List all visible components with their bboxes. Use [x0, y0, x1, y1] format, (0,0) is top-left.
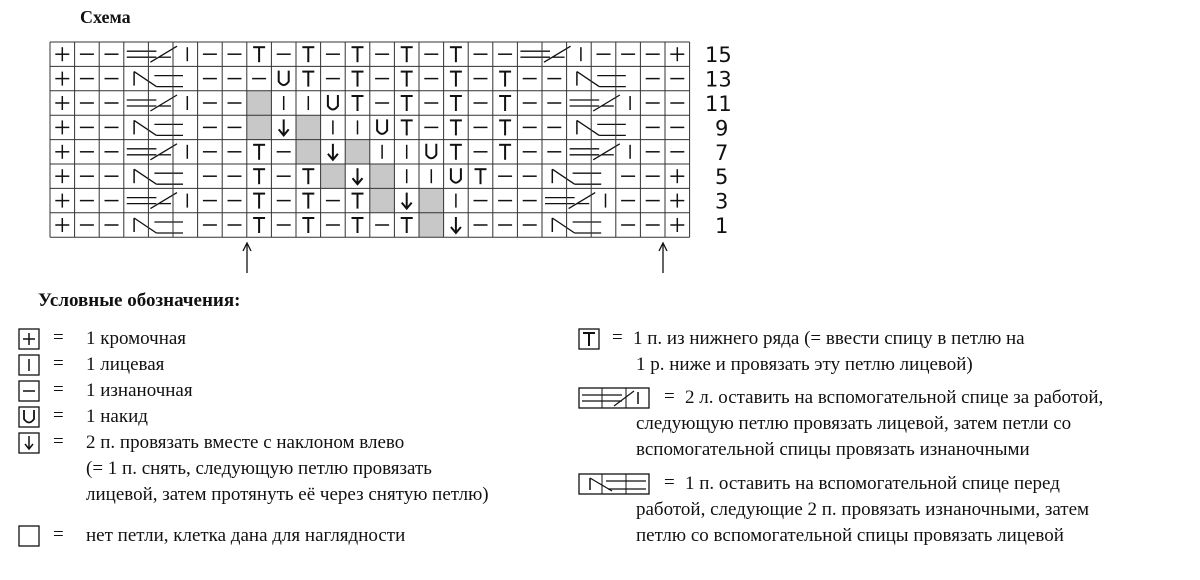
edge-stitch-mark [670, 194, 684, 208]
k2tog-left-mark [451, 217, 461, 233]
stitch-below-mark [499, 72, 511, 87]
edge-stitch-mark [55, 120, 69, 134]
stitch-below-mark [499, 145, 511, 160]
cable-back-mark [570, 100, 600, 106]
stitch-below-mark [302, 47, 314, 62]
yarn-over-mark [279, 71, 289, 86]
legend-text: 2 п. провязать вместе с наклоном влево [86, 432, 405, 453]
stitch-below-mark [352, 72, 364, 87]
legend-text: вспомогательной спицы провязать изнаночными [636, 439, 1030, 460]
stitch-below-mark [450, 96, 462, 111]
cable-front-mark [552, 169, 574, 184]
k2tog-left-mark [353, 168, 363, 184]
edge-stitch-icon [18, 328, 40, 355]
k2tog-left-icon [18, 432, 40, 459]
equals-sign: = [53, 431, 64, 452]
stitch-below-mark [401, 120, 413, 135]
stitch-below-mark [253, 47, 265, 62]
knit-stitch-icon [18, 354, 40, 381]
stitch-below-mark [302, 194, 314, 209]
stitch-below-mark [401, 72, 413, 87]
stitch-below-mark [253, 194, 265, 209]
stitch-below-mark [302, 218, 314, 233]
stitch-below-mark [499, 96, 511, 111]
cable-front-mark [154, 124, 183, 135]
no-stitch-cell [370, 188, 395, 212]
cable-back-mark [127, 100, 157, 106]
legend-text: 1 изнаночная [86, 380, 193, 401]
yarn-over-icon [18, 406, 40, 433]
legend-text: нет петли, клетка дана для наглядности [86, 525, 406, 546]
stitch-below-mark [253, 218, 265, 233]
equals-sign: = [53, 524, 64, 545]
equals-sign: = [53, 353, 64, 374]
cable-back-mark [127, 51, 157, 57]
yarn-over-mark [377, 119, 387, 133]
edge-stitch-mark [55, 218, 69, 232]
row-number: 7 [715, 140, 729, 165]
purl-stitch-icon [18, 380, 40, 407]
cable-front-mark [154, 76, 183, 87]
edge-stitch-mark [55, 96, 69, 110]
no-stitch-cell [321, 164, 346, 188]
stitch-below-mark [253, 169, 265, 184]
legend-title: Условные обозначения: [38, 290, 241, 311]
edge-stitch-mark [55, 72, 69, 86]
cable-front-mark [577, 120, 599, 135]
row-number: 13 [705, 67, 732, 92]
no-stitch-icon [18, 525, 40, 552]
stitch-below-mark [302, 72, 314, 87]
stitch-below-mark [450, 72, 462, 87]
stitch-below-mark [253, 145, 265, 160]
no-stitch-cell [296, 115, 321, 139]
legend-text: 1 накид [86, 406, 148, 427]
row-number: 15 [705, 43, 732, 68]
cable-back-mark [520, 51, 550, 57]
equals-sign: = [664, 472, 675, 493]
stitch-below-mark [450, 47, 462, 62]
equals-sign: = [53, 327, 64, 348]
cable-front-mark [134, 169, 156, 184]
no-stitch-cell [370, 164, 395, 188]
no-stitch-cell [247, 115, 272, 139]
cable-front-mark [597, 124, 626, 135]
row-number: 9 [715, 116, 729, 141]
edge-stitch-mark [55, 194, 69, 208]
stitch-below-mark [352, 96, 364, 111]
cable-back-mark [570, 149, 600, 155]
row-number: 3 [715, 189, 729, 214]
equals-sign: = [53, 379, 64, 400]
stitch-below-mark [352, 194, 364, 209]
repeat-arrow [659, 243, 667, 273]
legend-text: 2 л. оставить на вспомогательной спице за работой, [685, 387, 1104, 408]
edge-stitch-mark [670, 47, 684, 61]
edge-stitch-mark [670, 218, 684, 232]
legend-text: работой, следующие 2 п. провязать изнаночными, затем [636, 499, 1090, 520]
no-stitch-cell [296, 140, 321, 164]
edge-stitch-mark [55, 169, 69, 183]
legend-text: 1 кромочная [86, 328, 187, 349]
edge-stitch-mark [55, 145, 69, 159]
cable-back-icon [578, 387, 650, 414]
cable-front-mark [154, 222, 183, 233]
stitch-below-mark [450, 120, 462, 135]
legend-text: 1 п. оставить на вспомогательной спице перед [685, 473, 1060, 494]
cable-front-mark [577, 72, 599, 87]
cable-back-mark [545, 198, 575, 204]
no-stitch-cell [419, 213, 444, 237]
cable-front-icon [578, 473, 650, 500]
no-stitch-cell [345, 140, 370, 164]
cable-front-mark [134, 72, 156, 87]
yarn-over-mark [451, 168, 461, 183]
stitch-below-mark [352, 218, 364, 233]
stitch-below-mark [352, 47, 364, 62]
cable-back-mark [127, 198, 157, 204]
knitting-chart [0, 0, 1200, 280]
stitch-below-mark [499, 120, 511, 135]
row-number: 11 [705, 92, 732, 116]
stitch-below-mark [475, 169, 487, 184]
stitch-below-icon [578, 328, 600, 355]
no-stitch-cell [419, 188, 444, 212]
k2tog-left-mark [402, 193, 412, 209]
stitch-below-mark [401, 218, 413, 233]
cable-front-mark [134, 120, 156, 135]
legend-text: 1 п. из нижнего ряда (= ввести спицу в петлю на [633, 328, 1025, 349]
stitch-below-mark [401, 47, 413, 62]
repeat-arrow [243, 243, 251, 273]
edge-stitch-mark [55, 47, 69, 61]
equals-sign: = [664, 386, 675, 407]
cable-front-mark [552, 218, 574, 233]
cable-front-mark [573, 173, 602, 184]
row-number: 5 [715, 165, 729, 190]
stitch-below-mark [450, 145, 462, 160]
row-number: 1 [715, 214, 729, 238]
legend-text: 1 лицевая [86, 354, 165, 375]
cable-front-mark [597, 76, 626, 87]
legend-text: следующую петлю провязать лицевой, затем петли со [636, 413, 1072, 434]
equals-sign: = [612, 327, 623, 348]
cable-front-mark [154, 173, 183, 184]
no-stitch-cell [247, 91, 272, 115]
cable-front-mark [134, 218, 156, 233]
yarn-over-mark [426, 144, 436, 159]
yarn-over-mark [328, 95, 338, 110]
chart-title: Схема [80, 7, 131, 27]
k2tog-left-mark [328, 144, 338, 160]
legend-text: лицевой, затем протянуть её через снятую петлю) [86, 484, 489, 505]
legend-text: 1 р. ниже и провязать эту петлю лицевой) [636, 354, 973, 375]
edge-stitch-mark [670, 169, 684, 183]
legend-text: петлю со вспомогательной спицы провязать лицевой [636, 525, 1064, 546]
stitch-below-mark [302, 169, 314, 184]
cable-front-mark [573, 222, 602, 233]
legend-text: (= 1 п. снять, следующую петлю провязать [86, 458, 432, 479]
k2tog-left-mark [279, 119, 289, 135]
cable-back-mark [127, 149, 157, 155]
equals-sign: = [53, 405, 64, 426]
stitch-below-mark [401, 96, 413, 111]
